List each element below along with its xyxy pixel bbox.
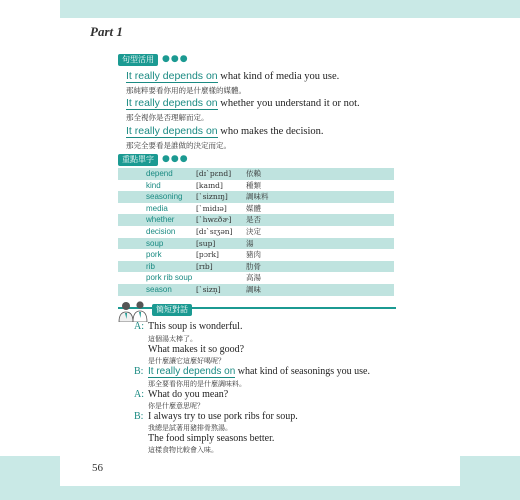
vocab-table: [118, 168, 394, 296]
dialogue-line: What do you mean?: [148, 389, 229, 400]
vocab-row: [118, 226, 394, 238]
pattern-highlight: It really depends on: [126, 70, 218, 82]
vocab-row: [118, 238, 394, 250]
dialogue-line: The food simply seasons better.: [148, 433, 275, 444]
vocab-meaning: 依賴: [246, 169, 261, 178]
vocab-meaning: 決定: [246, 226, 261, 236]
vocab-word: seasoning: [146, 192, 183, 202]
pattern-rest: what kind of media you use.: [217, 71, 340, 82]
dialogue-translation: 是什麼讓它這麼好喝呢？: [148, 357, 225, 365]
dialogue-translation: 我總是試著用豬排骨熬湯。: [148, 424, 232, 432]
dialogue-line: What makes it so good?: [148, 344, 245, 355]
vocab-meaning: 高湯: [246, 273, 261, 283]
vocab-row: [118, 284, 394, 296]
dialogue-translation: 那全要看你用的是什麼調味料。: [148, 380, 246, 388]
vocab-meaning: 豬肉: [246, 250, 261, 260]
dialogue-highlight: It really depends on: [148, 366, 236, 377]
vocab-row: [118, 168, 394, 180]
vocab-dots: ●●●: [162, 154, 189, 164]
vocab-ipa: [sup]: [196, 238, 216, 248]
pattern-badge: 句型活用: [118, 54, 158, 66]
vocab-ipa: [pɔrk]: [196, 250, 219, 260]
speaker-label: B:: [134, 366, 144, 377]
vocab-row: [118, 214, 394, 226]
pattern-translation: 那純粹要看你用的是什麼樣的媒體。: [126, 86, 246, 95]
vocab-word: decision: [146, 226, 176, 236]
vocab-word: rib: [146, 261, 155, 271]
dialogue-line: I always try to use pork ribs for soup.: [148, 411, 298, 422]
pattern-translation: 那全視你是否理解而定。: [126, 113, 209, 122]
vocab-word: soup: [146, 238, 164, 248]
top-band: [0, 0, 520, 18]
dialogue-badge: 簡短對話: [152, 304, 192, 316]
dialogue-line: [148, 366, 370, 377]
vocab-meaning: 種類: [246, 180, 261, 190]
vocab-ipa: [kaɪnd]: [196, 180, 223, 190]
vocab-row: [118, 180, 394, 192]
vocab-word: pork: [146, 250, 162, 260]
vocab-ipa: [dɪˋsɪʒən]: [196, 226, 233, 236]
pattern-dots: ●●●: [162, 54, 189, 64]
vocab-meaning: 調味料: [246, 192, 269, 202]
page-number: 56: [92, 462, 103, 474]
vocab-word: season: [146, 284, 172, 294]
vocab-word: depend: [146, 169, 173, 178]
vocab-meaning: 是否: [246, 215, 261, 225]
vocab-row: [118, 261, 394, 273]
vocab-meaning: 肋骨: [246, 261, 261, 271]
pattern-highlight: It really depends on: [126, 125, 218, 137]
pattern-rest: whether you understand it or not.: [217, 98, 360, 109]
vocab-badge: 重點單字: [118, 154, 158, 166]
vocab-word: media: [146, 203, 168, 213]
vocab-meaning: 湯: [246, 238, 254, 248]
vocab-meaning: 調味: [246, 284, 261, 294]
pattern-translation: 那完全要看是誰做的決定而定。: [126, 141, 231, 150]
part-header-box: [78, 18, 520, 46]
vocab-ipa: [rɪb]: [196, 261, 213, 271]
vocab-row: [118, 272, 394, 284]
vocab-ipa: [ˋmidɪə]: [196, 203, 227, 213]
pattern-sentence: [126, 125, 324, 137]
vocab-row: [118, 203, 394, 215]
top-left-margin: [0, 0, 60, 60]
bottom-margin: [60, 456, 460, 486]
vocab-ipa: [ˋhwɛðɚ]: [196, 215, 232, 225]
pattern-highlight: It really depends on: [126, 97, 218, 109]
pattern-sentence: [126, 97, 360, 109]
speaker-label: A:: [134, 389, 144, 400]
dialogue-rest: what kind of seasonings you use.: [235, 366, 370, 377]
speaker-label: B:: [134, 411, 144, 422]
vocab-ipa: [ˋsizn̩]: [196, 284, 221, 294]
vocab-row: [118, 249, 394, 261]
dialogue-translation: 這樣食物比較會入味。: [148, 446, 218, 454]
vocab-word: pork rib soup: [146, 273, 193, 283]
dialogue-translation: 這個湯太棒了。: [148, 335, 197, 343]
vocab-word: kind: [146, 180, 161, 190]
vocab-row: [118, 191, 394, 203]
vocab-word: whether: [146, 215, 175, 225]
pattern-sentence: [126, 70, 339, 82]
part-title: Part 1: [90, 24, 123, 39]
vocab-ipa: [ˋsiznɪŋ]: [196, 192, 228, 202]
vocab-meaning: 媒體: [246, 203, 261, 213]
dialogue-line: This soup is wonderful.: [148, 321, 243, 332]
speaker-label: A:: [134, 321, 144, 332]
dialogue-translation: 你是什麼意思呢？: [148, 402, 204, 410]
vocab-ipa: [dɪˋpɛnd]: [196, 169, 232, 178]
pattern-rest: who makes the decision.: [217, 126, 324, 137]
